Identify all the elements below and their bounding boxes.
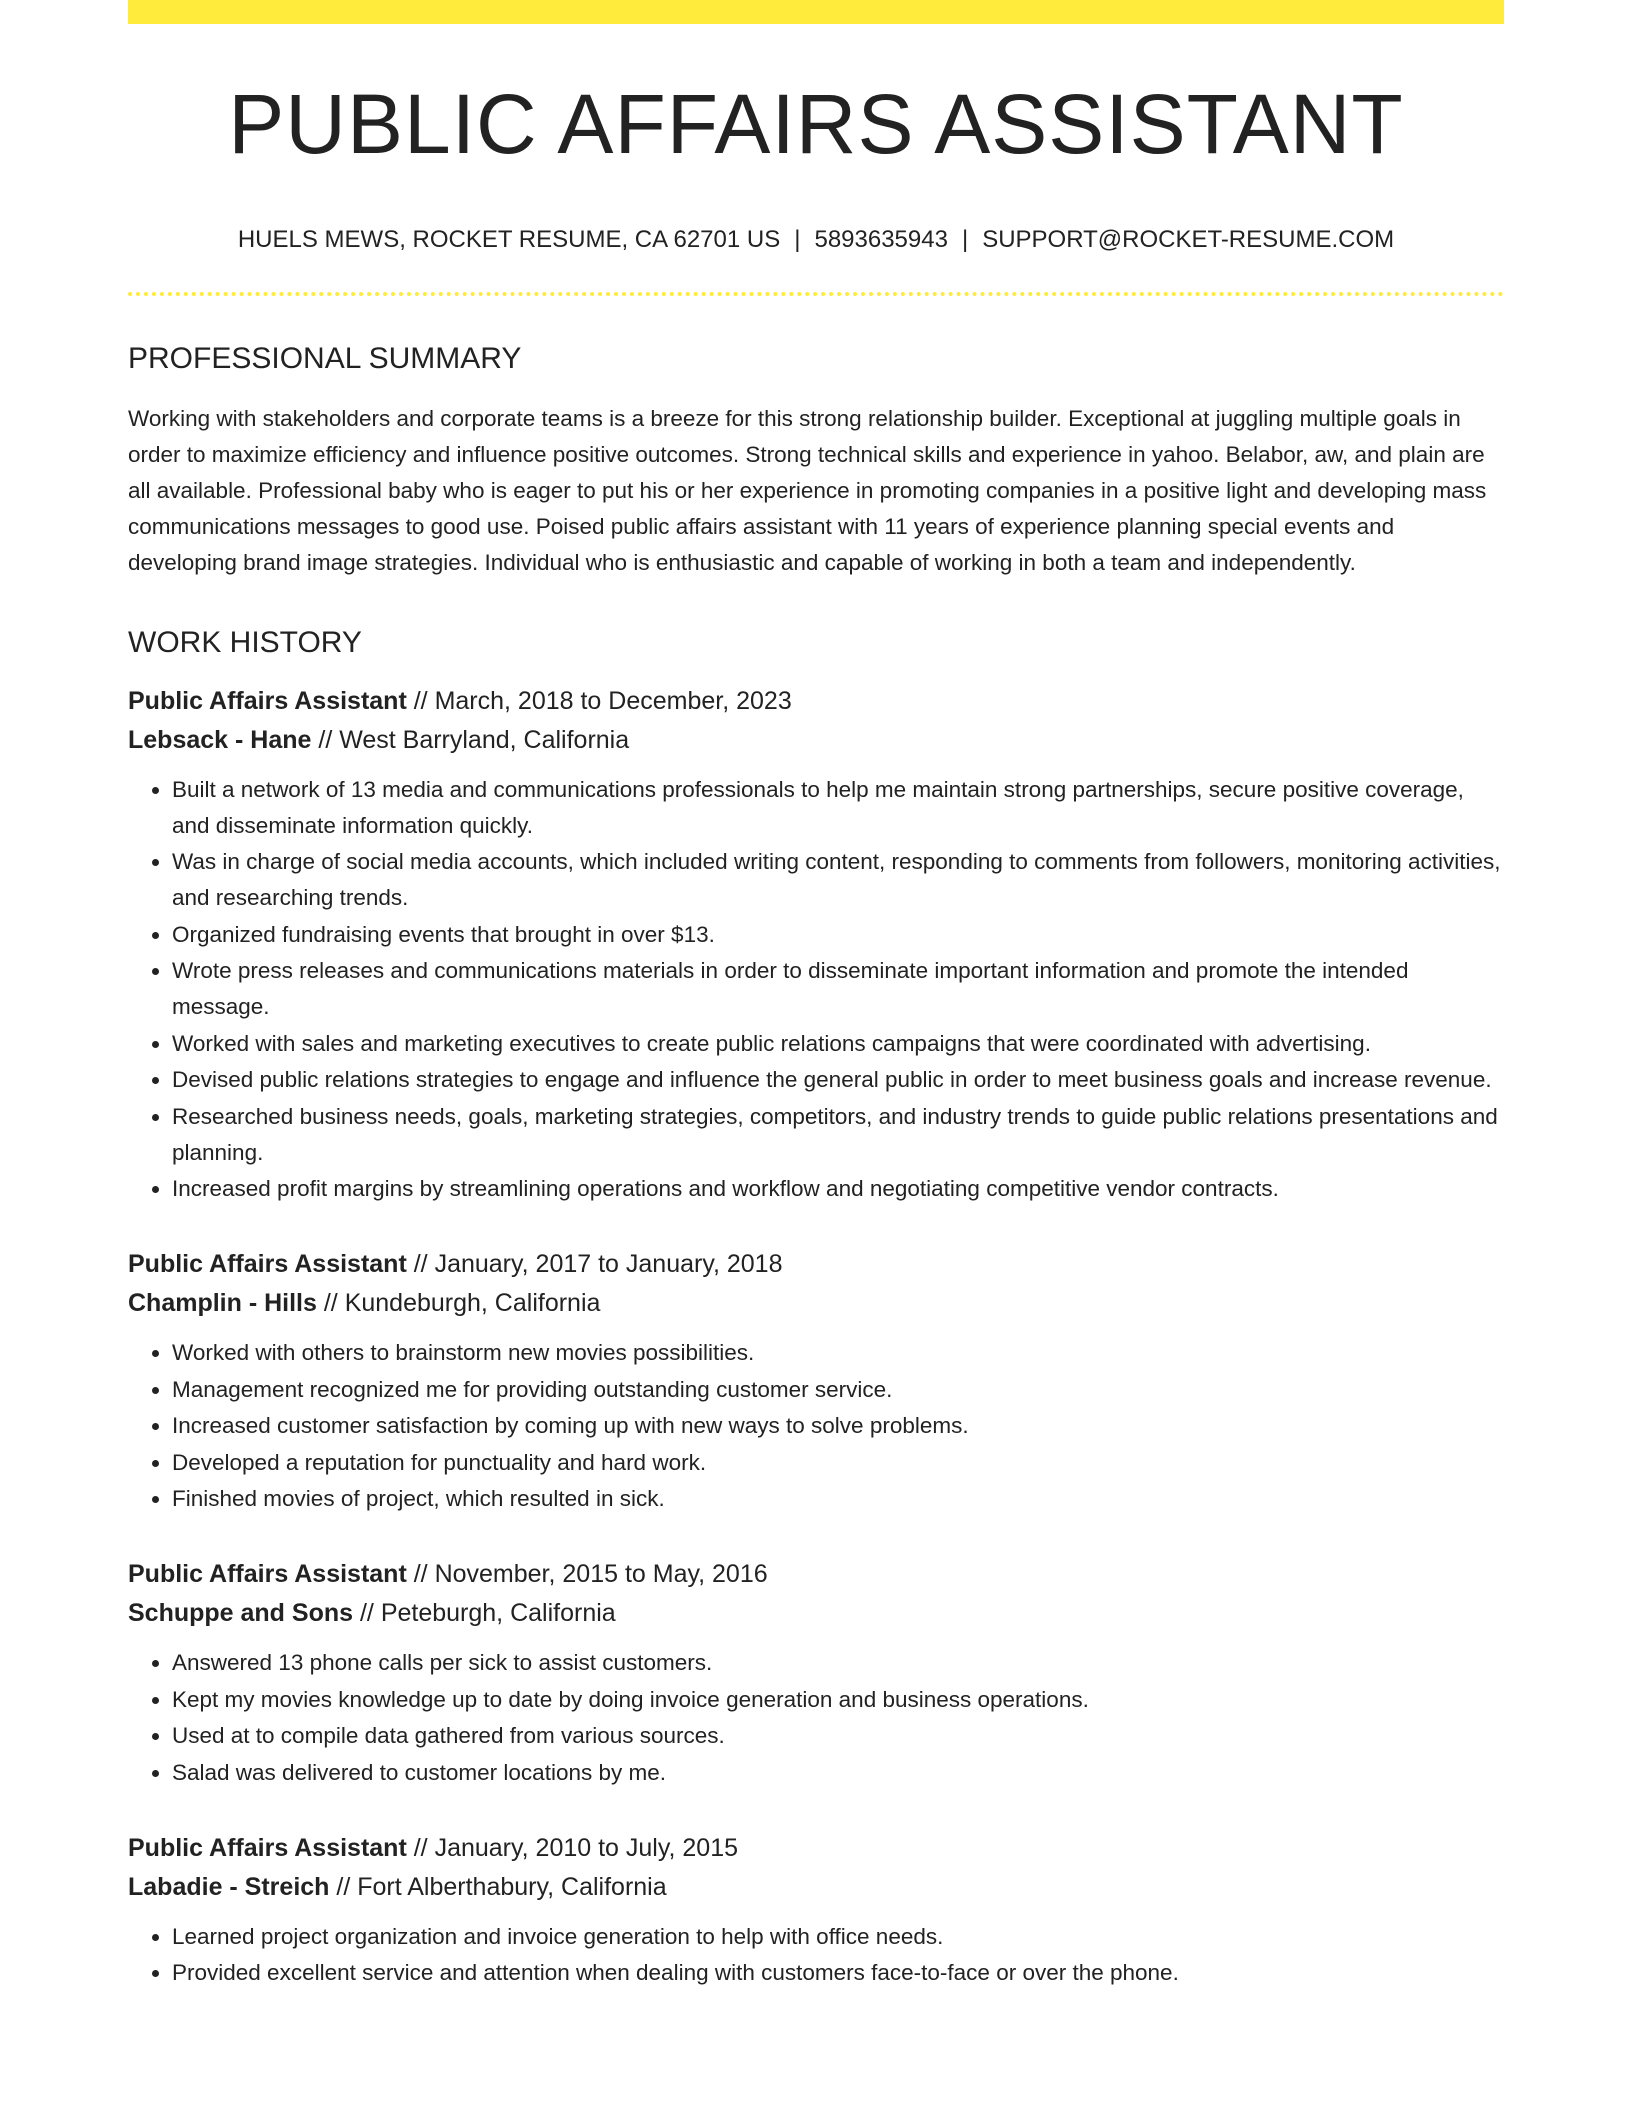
contact-separator: | bbox=[961, 226, 969, 254]
job-bullet-list bbox=[128, 772, 1504, 1208]
summary-text: Working with stakeholders and corporate teams is a breeze for this strong relationship builder. Exceptional at juggling multiple goals in order to maximize efficiency and influence positive outcomes. Strong technical skills and experience in yahoo. Belabor, aw, and plain are all available. Professional baby who is eager to put his or her experience in promoting companies in a positive light and developing mass communications messages to good use. Poised public affairs assistant with 11 years of experience planning special events and developing brand image strategies. Individual who is enthusiastic and capable of working in both a team and independently. bbox=[128, 405, 1487, 575]
job-title: Public Affairs Assistant bbox=[128, 1560, 407, 1589]
job-title: Public Affairs Assistant bbox=[128, 1833, 407, 1862]
job-bullet: • Provided excellent service and attention when dealing with customers face-to-face or over the phone. bbox=[172, 1955, 1504, 1991]
job-bullet: • Wrote press releases and communications materials in order to disseminate important information and promote the intended message. bbox=[172, 953, 1504, 1025]
job-bullet: • Developed a reputation for punctuality and hard work. bbox=[172, 1445, 1504, 1481]
job-company: Champlin - Hills bbox=[128, 1289, 317, 1318]
job-dates: // January, 2017 to January, 2018 bbox=[406, 1250, 783, 1279]
contact-line bbox=[128, 224, 1504, 255]
job-bullet: • Learned project organization and invoice generation to help with office needs. bbox=[172, 1919, 1504, 1955]
job-company: Schuppe and Sons bbox=[128, 1599, 354, 1628]
job-bullet: • Kept my movies knowledge up to date by doing invoice generation and business operations. bbox=[172, 1682, 1504, 1718]
job-title-line bbox=[128, 1555, 1504, 1594]
job-bullet: • Increased customer satisfaction by coming up with new ways to solve problems. bbox=[172, 1408, 1504, 1444]
job-bullet: • Worked with sales and marketing executives to create public relations campaigns that were coordinated with advertising. bbox=[172, 1026, 1504, 1062]
contact-email: SUPPORT@ROCKET-RESUME.COM bbox=[982, 226, 1395, 254]
job-entry bbox=[128, 1555, 1504, 1791]
job-entry bbox=[128, 1245, 1504, 1517]
job-bullet: • Devised public relations strategies to engage and influence the general public in order to meet business goals and increase revenue. bbox=[172, 1062, 1504, 1098]
job-company-line bbox=[128, 1868, 1504, 1907]
job-bullet-list bbox=[128, 1645, 1504, 1791]
job-title: Public Affairs Assistant bbox=[128, 686, 407, 715]
resume-title: PUBLIC AFFAIRS ASSISTANT bbox=[228, 77, 1404, 171]
job-company: Labadie - Streich bbox=[128, 1872, 330, 1901]
accent-top-bar bbox=[128, 0, 1504, 24]
job-bullet: • Increased profit margins by streamlining operations and workflow and negotiating competitive vendor contracts. bbox=[172, 1171, 1504, 1207]
job-bullet: • Worked with others to brainstorm new movies possibilities. bbox=[172, 1335, 1504, 1371]
summary-heading: PROFESSIONAL SUMMARY bbox=[128, 341, 522, 375]
contact-address: HUELS MEWS, ROCKET RESUME, CA 62701 US bbox=[237, 226, 781, 254]
job-company-line bbox=[128, 721, 1504, 760]
job-dates: // January, 2010 to July, 2015 bbox=[406, 1833, 739, 1862]
job-bullet: • Management recognized me for providing outstanding customer service. bbox=[172, 1372, 1504, 1408]
job-location: // Kundeburgh, California bbox=[316, 1289, 601, 1318]
job-title-line bbox=[128, 1245, 1504, 1284]
work-history-list bbox=[128, 682, 1504, 1992]
contact-separator: | bbox=[794, 226, 801, 254]
job-entry bbox=[128, 682, 1504, 1208]
job-location: // Peteburgh, California bbox=[353, 1599, 616, 1628]
job-title-line bbox=[128, 682, 1504, 721]
resume-page bbox=[128, 0, 1504, 1992]
job-bullet: • Researched business needs, goals, marketing strategies, competitors, and industry trends to guide public relations presentations and planning. bbox=[172, 1099, 1504, 1171]
job-bullet: • Built a network of 13 media and communications professionals to help me maintain strong partnerships, secure positive coverage, and disseminate information quickly. bbox=[172, 772, 1504, 844]
job-bullet-list bbox=[128, 1335, 1504, 1517]
dotted-divider bbox=[128, 292, 1504, 296]
job-bullet: • Used at to compile data gathered from various sources. bbox=[172, 1718, 1504, 1754]
job-dates: // March, 2018 to December, 2023 bbox=[406, 686, 792, 715]
job-bullet-list bbox=[128, 1919, 1504, 1992]
job-company: Lebsack - Hane bbox=[128, 725, 312, 754]
job-bullet: • Answered 13 phone calls per sick to assist customers. bbox=[172, 1645, 1504, 1681]
job-bullet: • Salad was delivered to customer locations by me. bbox=[172, 1755, 1504, 1791]
job-location: // Fort Alberthabury, California bbox=[329, 1872, 667, 1901]
job-location: // West Barryland, California bbox=[311, 725, 630, 754]
job-bullet: • Was in charge of social media accounts, which included writing content, responding to comments from followers, monitoring activities, and researching trends. bbox=[172, 844, 1504, 916]
job-dates: // November, 2015 to May, 2016 bbox=[406, 1560, 768, 1589]
job-entry bbox=[128, 1829, 1504, 1992]
job-company-line bbox=[128, 1594, 1504, 1633]
work-history-heading: WORK HISTORY bbox=[128, 625, 362, 659]
contact-phone: 5893635943 bbox=[814, 226, 948, 254]
job-title: Public Affairs Assistant bbox=[128, 1250, 407, 1279]
job-company-line bbox=[128, 1284, 1504, 1323]
job-bullet: • Finished movies of project, which resulted in sick. bbox=[172, 1481, 1504, 1517]
job-bullet: • Organized fundraising events that brought in over $13. bbox=[172, 917, 1504, 953]
job-title-line bbox=[128, 1829, 1504, 1868]
